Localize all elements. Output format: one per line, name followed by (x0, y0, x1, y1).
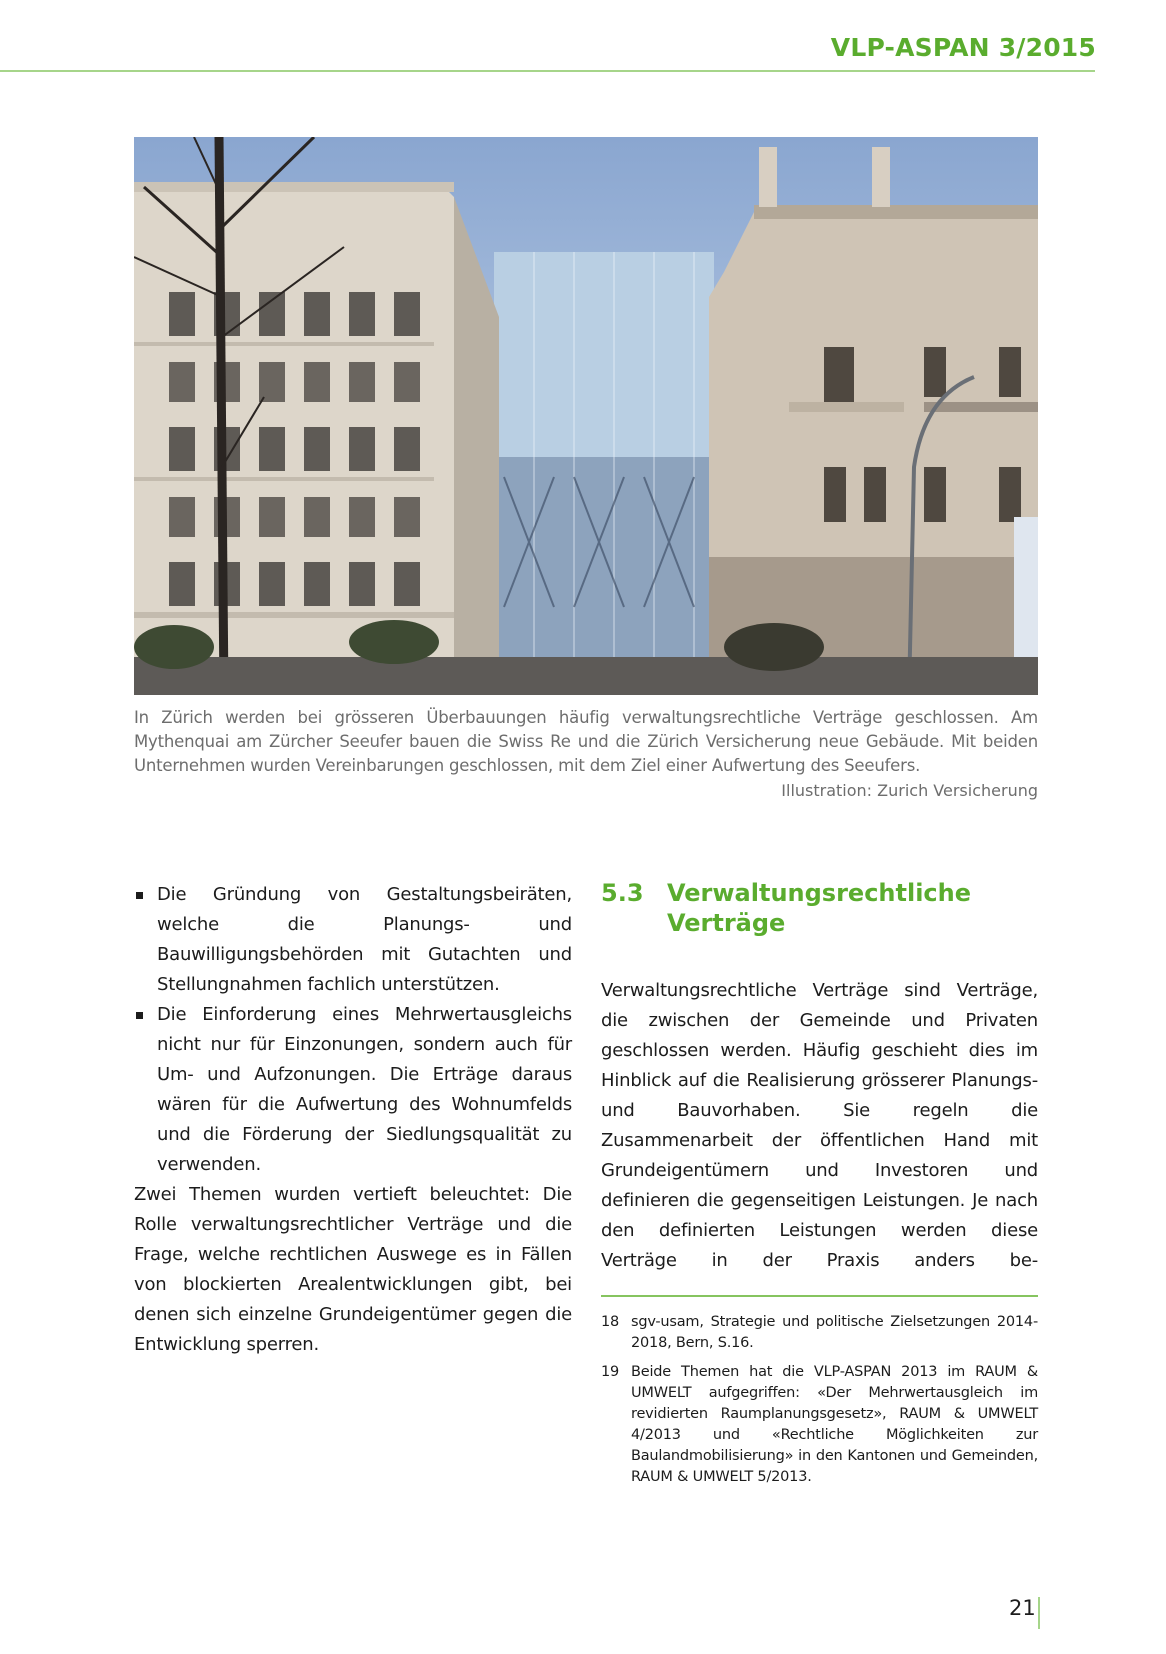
list-item-text: Die Gründung von Gestaltungsbeiräten, welche die Planungs- und Bauwilligungsbehörden mit Gutachten und Stellungnahmen fachlich unterstützen. (157, 884, 572, 995)
bullet-square-icon (136, 1012, 143, 1019)
bullet-square-icon (136, 892, 143, 899)
figure-photo (134, 137, 1038, 695)
list-item (134, 880, 572, 1000)
photo-illustration (134, 137, 1038, 695)
page-number-bar (1038, 1597, 1040, 1629)
journal-title: VLP-ASPAN 3/2015 (830, 33, 1096, 62)
section-title: Verwaltungsrechtliche Verträge (667, 879, 972, 937)
header-rule (0, 70, 1095, 72)
footnote-number: 18 (601, 1314, 620, 1330)
right-column (601, 878, 1038, 1276)
body-paragraph: Zwei Themen wurden vertieft beleuchtet: Die Rolle verwaltungsrechtlicher Verträge und die Frage, welche rechtlichen Auswege es in Fällen von blockierten Arealentwicklungen gibt, bei denen sich einzelne Grundeigentümer gegen die Entwicklung sperren. (134, 1184, 572, 1355)
left-column (134, 880, 572, 1360)
footnote (601, 1362, 1038, 1488)
footnote (601, 1312, 1038, 1354)
footnote-text: Beide Themen hat die VLP-ASPAN 2013 im RAUM & UMWELT aufgegriffen: «Der Mehrwertausgleich im revidierten Raumplanungsgesetz», RAUM & UMWELT 4/2013 und «Rechtliche Möglichkeiten zur Baulandmobilisierung» in den Kantonen und Gemeinden, RAUM & UMWELT 5/2013. (631, 1364, 1038, 1485)
section-number: 5.3 (601, 879, 644, 907)
list-item (134, 1000, 572, 1180)
footnote-number: 19 (601, 1364, 620, 1380)
figure-credit: Illustration: Zurich Versicherung (781, 781, 1038, 800)
figure-caption: In Zürich werden bei grösseren Überbauungen häufig verwaltungsrechtliche Verträge geschlossen. Am Mythenquai am Zürcher Seeufer bauen die Swiss Re und die Zürich Versicherung neue Gebäude. Mit beiden Unternehmen wurden Vereinbarungen geschlossen, mit dem Ziel einer Aufwertung des Seeufers. (134, 708, 1038, 775)
footnote-text: sgv-usam, Strategie und politische Zielsetzungen 2014-2018, Bern, S.16. (631, 1314, 1038, 1351)
section-heading (601, 878, 1038, 938)
figure-caption-block (134, 706, 1038, 802)
page-number: 21 (1009, 1596, 1036, 1620)
street (134, 657, 1038, 695)
footnote-rule (601, 1295, 1038, 1297)
body-paragraph: Verwaltungsrechtliche Verträge sind Verträge, die zwischen der Gemeinde und Privaten geschlossen werden. Häufig geschieht dies im Hinblick auf die Realisierung grösserer Planungs- und Bauvorhaben. Sie regeln die Zusammenarbeit der öffentlichen Hand mit Grundeigentümern und Investoren und definieren die gegenseitigen Leistungen. Je nach den definierten Leistungen werden diese Verträge in der Praxis anders be- (601, 980, 1038, 1271)
list-item-text: Die Einforderung eines Mehrwertausgleichs nicht nur für Einzonungen, sondern auch für Um- und Aufzonungen. Die Erträge daraus wären für die Aufwertung des Wohnumfelds und die Förderung der Siedlungsqualität zu verwenden. (157, 1004, 572, 1175)
footnotes (601, 1312, 1038, 1496)
